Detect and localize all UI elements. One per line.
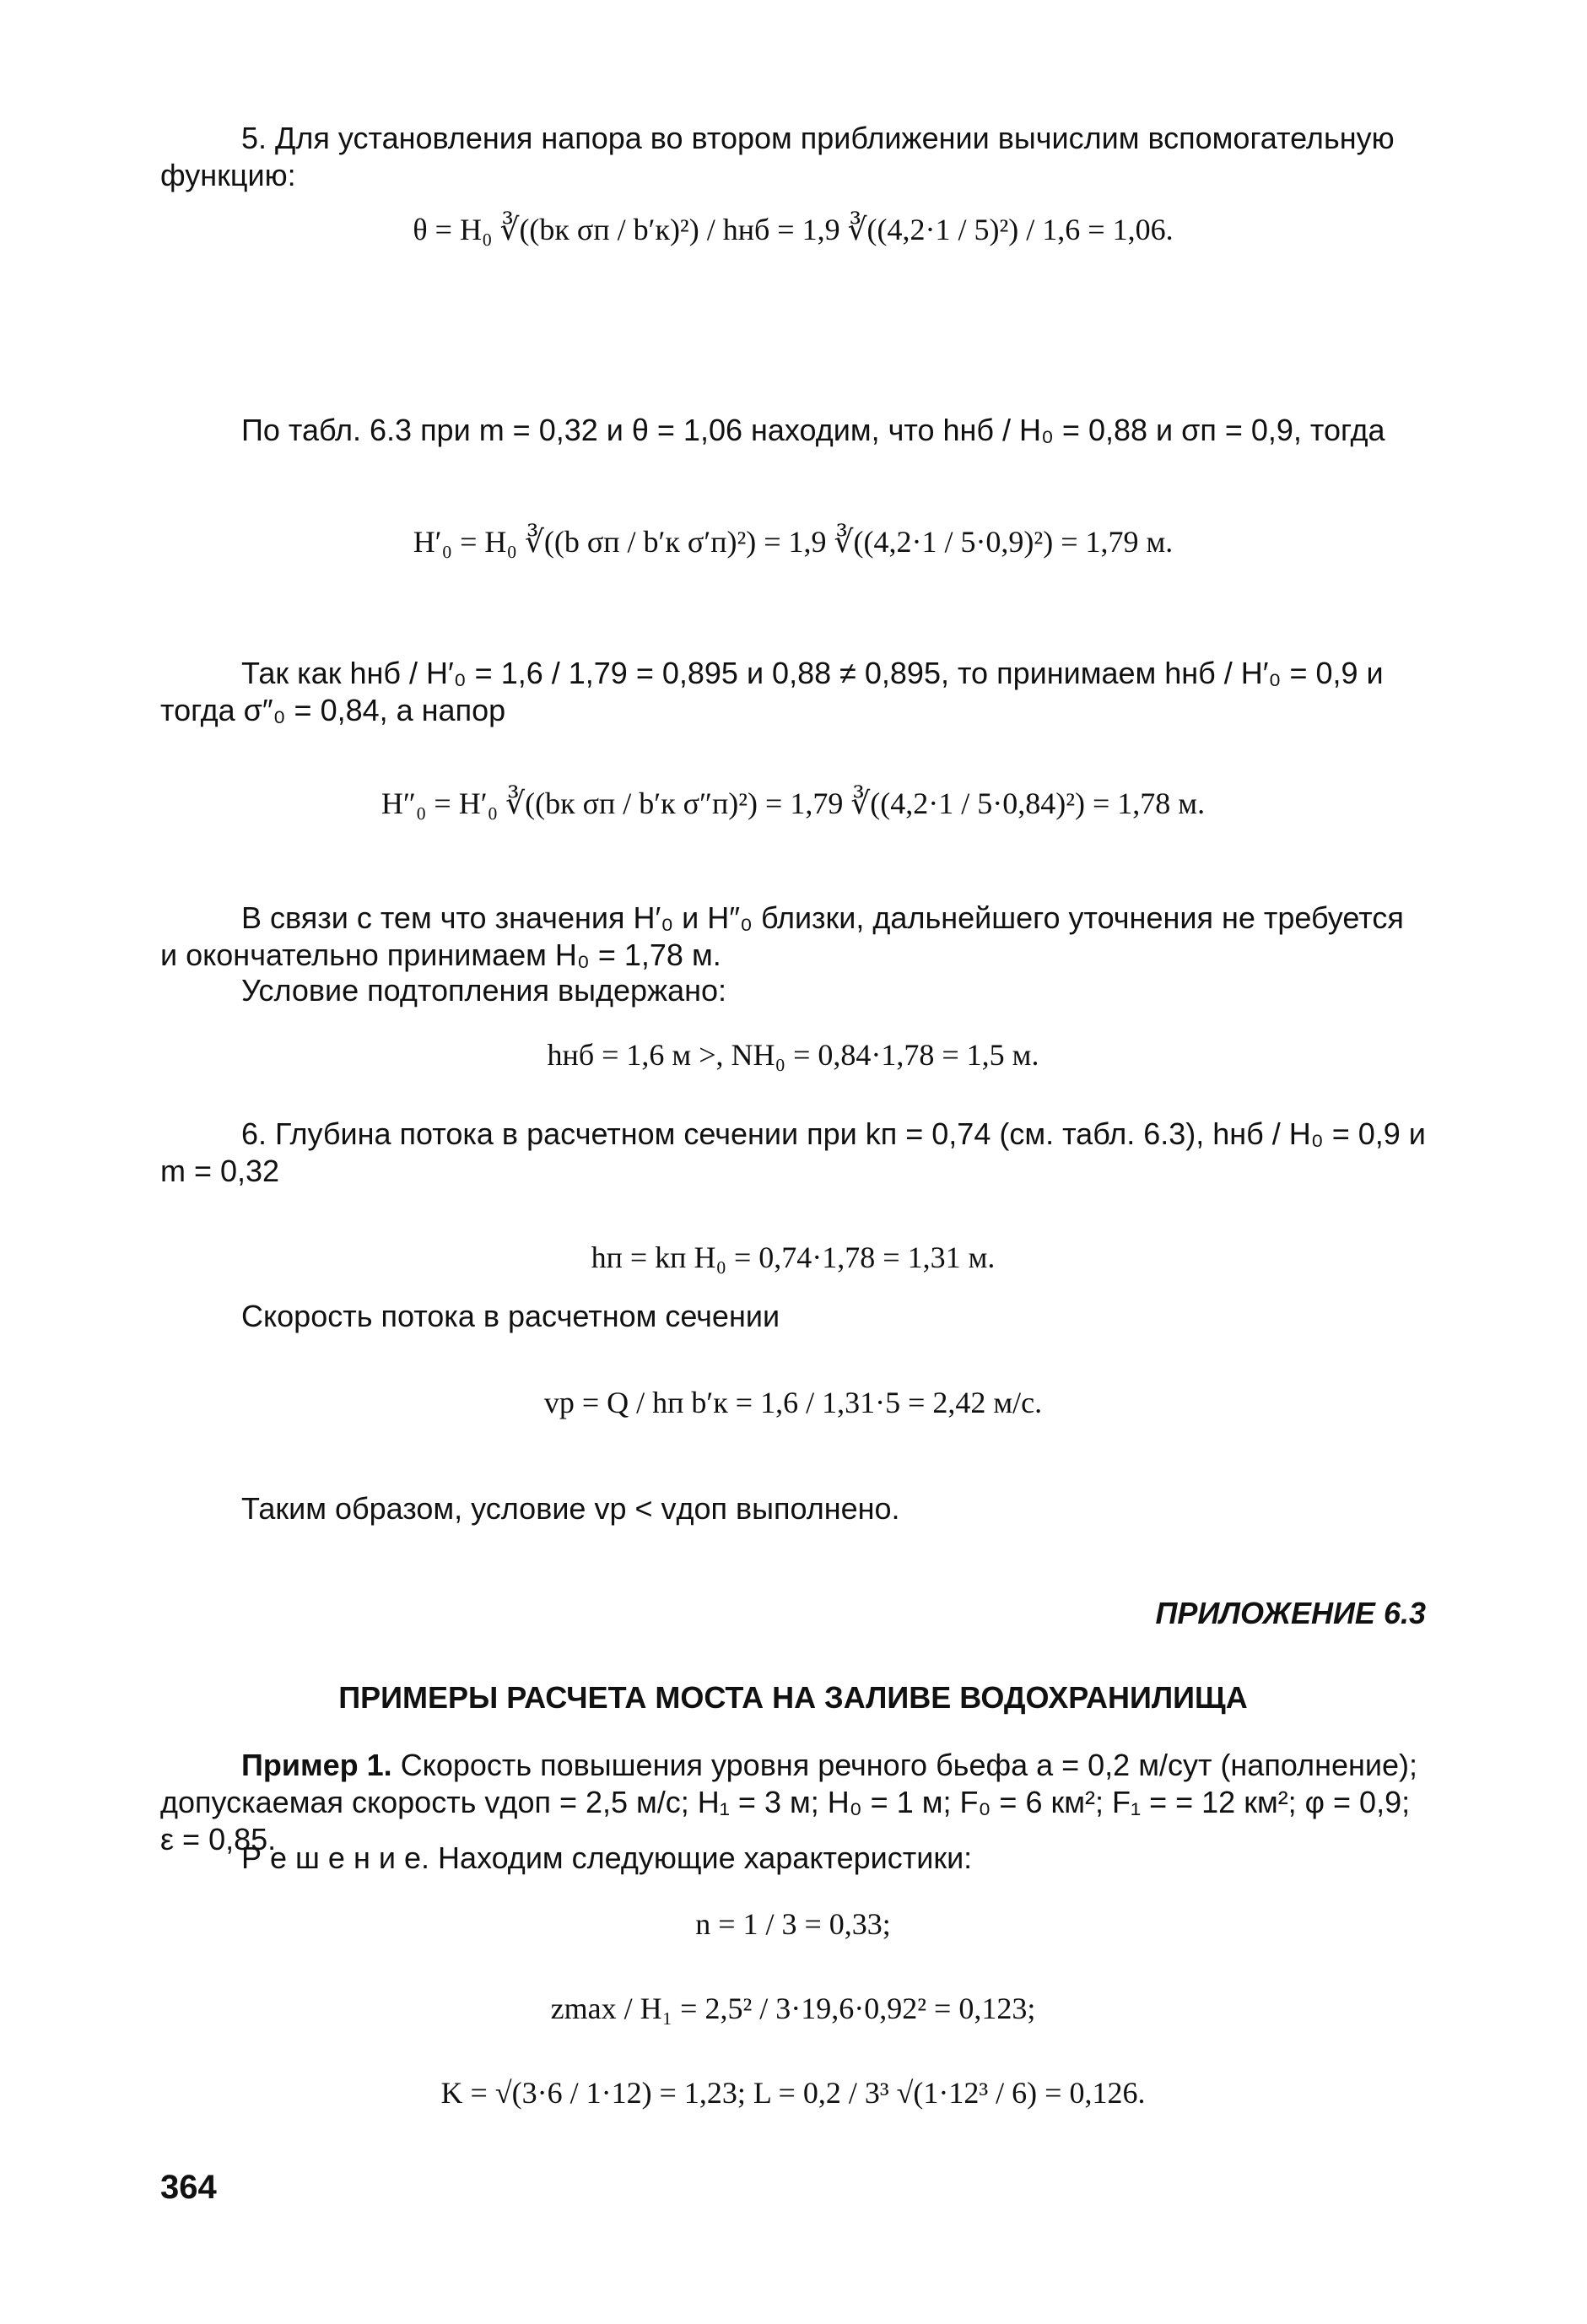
equation-theta: θ = H₀ ∛((bк σп / b′к)²) / hнб = 1,9 ∛((4,2·1 / 5)²) / 1,6 = 1,06. (413, 213, 1174, 246)
equation-k-l: K = √(3·6 / 1·12) = 1,23; L = 0,2 / 3³ √(1·12³ / 6) = 0,126. (440, 2076, 1146, 2110)
paragraph-since: Так как hнб / H′₀ = 1,6 / 1,79 = 0,895 и 0,88 ≠ 0,895, то принимаем hнб / H′₀ = 0,9 и тогда σ″₀ = 0,84, а напор (160, 656, 1384, 727)
solution-line: Р е ш е н и е. Находим следующие характеристики: (241, 1840, 973, 1875)
page-number: 364 (160, 2169, 217, 2206)
paragraph-step-5: 5. Для установления напора во втором приближении вычислим вспомогательную функцию: (160, 121, 1395, 192)
equation-hnb: hнб = 1,6 м >, NH₀ = 0,84·1,78 = 1,5 м. (547, 1038, 1039, 1072)
equation-h0-double-prime: H″₀ = H′₀ ∛((bк σп / b′к σ″п)²) = 1,79 ∛((4,2·1 / 5·0,84)²) = 1,78 м. (381, 786, 1206, 820)
equation-vp: vр = Q / hп b′к = 1,6 / 1,31·5 = 2,42 м/с. (543, 1386, 1043, 1419)
equation-zmax: zmax / H₁ = 2,5² / 3·19,6·0,92² = 0,123; (550, 1992, 1036, 2025)
paragraph-values-close: В связи с тем что значения H′₀ и H″₀ близки, дальнейшего уточнения не требуется и окончательно принимаем H₀ = 1,78 м. (160, 900, 1404, 972)
appendix-label: ПРИЛОЖЕНИЕ 6.3 (1155, 1596, 1426, 1630)
paragraph-flooding-condition: Условие подтопления выдержано: (241, 973, 727, 1008)
equation-n: n = 1 / 3 = 0,33; (695, 1907, 891, 1941)
example-text: Скорость повышения уровня речного бьефа a = 0,2 м/сут (наполнение); допускаемая скорость vдоп = 2,5 м/с; H₁ = 3 м; H₀ = 1 м; F₀ = 6 км²; F₁ = = 12 км²; φ = 0,9; ε = 0,85. (160, 1748, 1417, 1856)
paragraph-step-6: 6. Глубина потока в расчетном сечении при kп = 0,74 (см. табл. 6.3), hнб / H₀ = 0,9 и m = 0,32 (160, 1116, 1426, 1188)
paragraph-flow-speed: Скорость потока в расчетном сечении (241, 1299, 780, 1333)
section-heading: ПРИМЕРЫ РАСЧЕТА МОСТА НА ЗАЛИВЕ ВОДОХРАНИЛИЩА (338, 1680, 1248, 1715)
example-label: Пример 1. (241, 1748, 392, 1782)
equation-hp: hп = kп H₀ = 0,74·1,78 = 1,31 м. (591, 1240, 996, 1274)
equation-h0-prime: H′₀ = H₀ ∛((b σп / b′к σ′п)²) = 1,9 ∛((4,2·1 / 5·0,9)²) = 1,79 м. (413, 525, 1174, 559)
paragraph-table-lookup: По табл. 6.3 при m = 0,32 и θ = 1,06 находим, что hнб / H₀ = 0,88 и σп = 0,9, тогда (241, 413, 1385, 447)
paragraph-conclusion: Таким образом, условие vр < vдоп выполнено. (241, 1491, 900, 1526)
